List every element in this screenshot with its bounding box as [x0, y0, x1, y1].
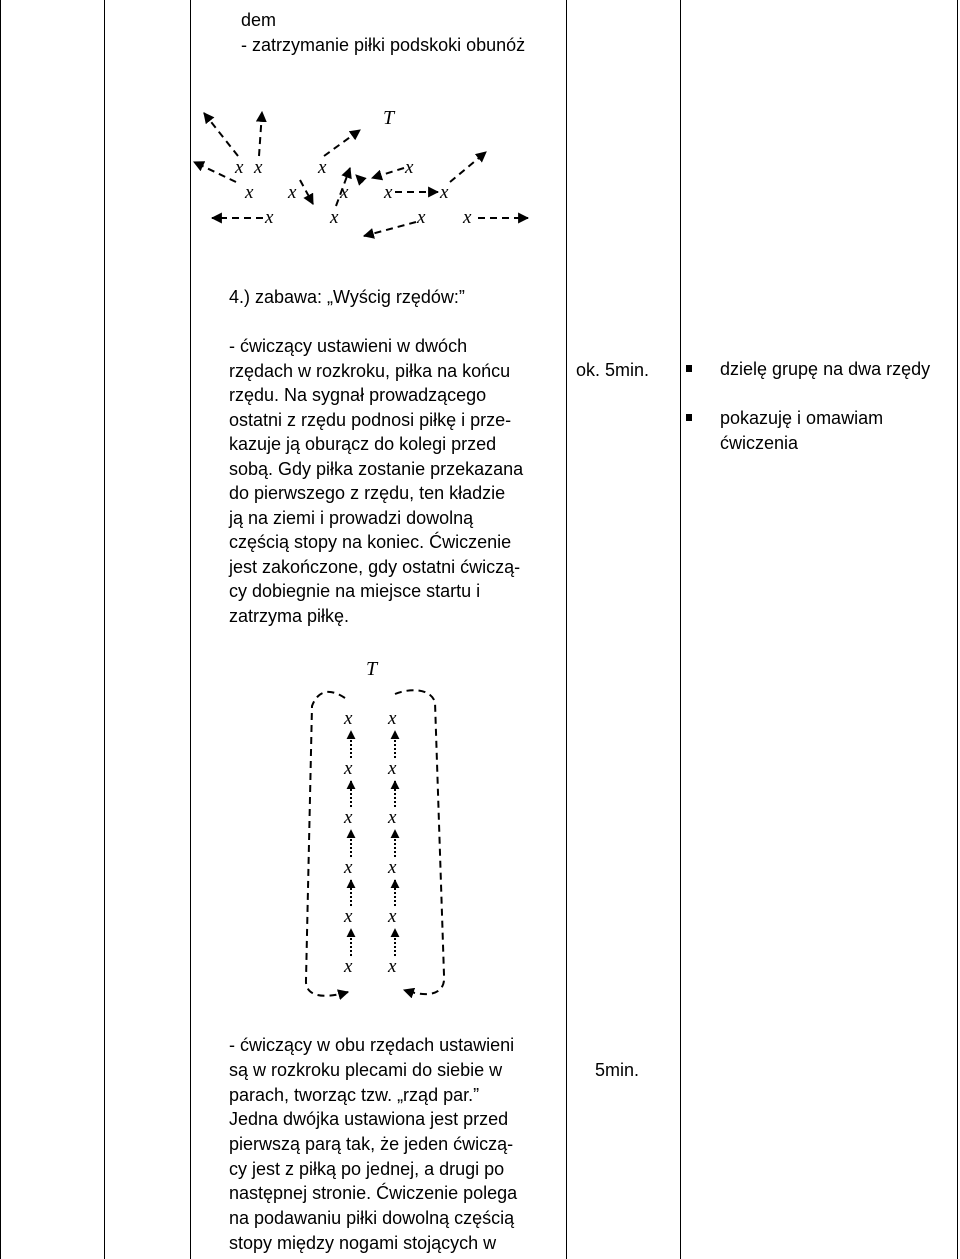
section4-line: rzędu. Na sygnał prowadzącego [229, 385, 487, 405]
diagram1-player-mark: x [254, 157, 263, 178]
movement-arrow [336, 168, 350, 206]
section5-time: 5min. [595, 1060, 640, 1080]
top-line-1: dem [241, 10, 277, 30]
movement-arrow [364, 222, 416, 236]
section5-line: - ćwiczący w obu rzędach ustawieni [229, 1035, 515, 1055]
loop-arrow-left [306, 692, 348, 996]
diagram1-player-mark: x [440, 182, 449, 203]
row-mark: x [344, 857, 353, 878]
section4-note-1: dzielę grupę na dwa rzędy [720, 359, 931, 379]
section4-line: ostatni z rzędu podnosi piłkę i prze- [229, 410, 512, 430]
section4-line: cy dobiegnie na miejsce startu i [229, 581, 481, 601]
diagram1-player-mark: x [463, 207, 472, 228]
section4-line: rzędach w rozkroku, piłka na końcu [229, 361, 511, 381]
section4-line: jest zakończone, gdy ostatni ćwiczą- [229, 557, 521, 577]
diagram1-player-mark: x [318, 157, 327, 178]
diagram2-teacher-label: T [366, 658, 378, 680]
movement-arrow [259, 112, 262, 156]
diagram1-player-mark: x [417, 207, 426, 228]
section5-line: na podawaniu piłki dowolną częścią [229, 1208, 515, 1228]
section4-line: - ćwiczący ustawieni w dwóch [229, 336, 468, 356]
diagram1-teacher-label: T [383, 107, 395, 129]
row-mark: x [344, 708, 353, 729]
movement-arrow [300, 180, 313, 204]
row-mark: x [344, 906, 353, 927]
section5-line: cy jest z piłką po jednej, a drugi po [229, 1159, 505, 1179]
movement-arrow [356, 175, 363, 182]
section4-line: do pierwszego z rzędu, ten kładzie [229, 483, 506, 503]
movement-arrow [204, 113, 238, 156]
section4-note-2-line1: pokazuję i omawiam [720, 408, 884, 428]
section4-line: sobą. Gdy piłka zostanie przekazana [229, 459, 524, 479]
section4-note-2-line2: ćwiczenia [720, 433, 799, 453]
row-mark: x [388, 807, 397, 828]
movement-arrow [372, 168, 404, 178]
row-mark: x [344, 807, 353, 828]
movement-arrow [324, 130, 360, 156]
loop-arrow-right [395, 690, 444, 994]
row-mark: x [344, 956, 353, 977]
top-line-2: - zatrzymanie piłki podskoki obunóż [241, 35, 526, 55]
section4-time: ok. 5min. [576, 360, 650, 380]
section5-line: są w rozkroku plecami do siebie w [229, 1060, 503, 1080]
section4-line: kazuje ją oburącz do kolegi przed [229, 434, 497, 454]
diagram1-player-mark: x [340, 182, 349, 203]
section5-line: parach, tworząc tzw. „rząd par.” [229, 1085, 480, 1105]
diagram1-player-mark: x [405, 157, 414, 178]
row-mark: x [388, 758, 397, 779]
diagram1-player-mark: x [245, 182, 254, 203]
section5-line: następnej stronie. Ćwiczenie polega [229, 1183, 518, 1203]
section4-line: ją na ziemi i prowadzi dowolną [229, 508, 474, 528]
diagram1-player-mark: x [288, 182, 297, 203]
movement-arrow [450, 152, 486, 182]
row-mark: x [388, 906, 397, 927]
section4-line: zatrzyma piłkę. [229, 606, 350, 626]
row-mark: x [388, 857, 397, 878]
row-mark: x [344, 758, 353, 779]
row-mark: x [388, 708, 397, 729]
diagram1-player-mark: x [384, 182, 393, 203]
movement-arrow [194, 162, 236, 182]
diagram1-player-mark: x [265, 207, 274, 228]
section4-line: częścią stopy na koniec. Ćwiczenie [229, 532, 512, 552]
row-mark: x [388, 956, 397, 977]
section5-line: stopy między nogami stojących w [229, 1233, 497, 1253]
diagram1-player-mark: x [235, 157, 244, 178]
section5-line: pierwszą parą tak, że jeden ćwiczą- [229, 1134, 514, 1154]
section5-line: Jedna dwójka ustawiona jest przed [229, 1109, 509, 1129]
section4-heading: 4.) zabawa: „Wyścig rzędów:” [229, 287, 465, 307]
diagram1-player-mark: x [330, 207, 339, 228]
